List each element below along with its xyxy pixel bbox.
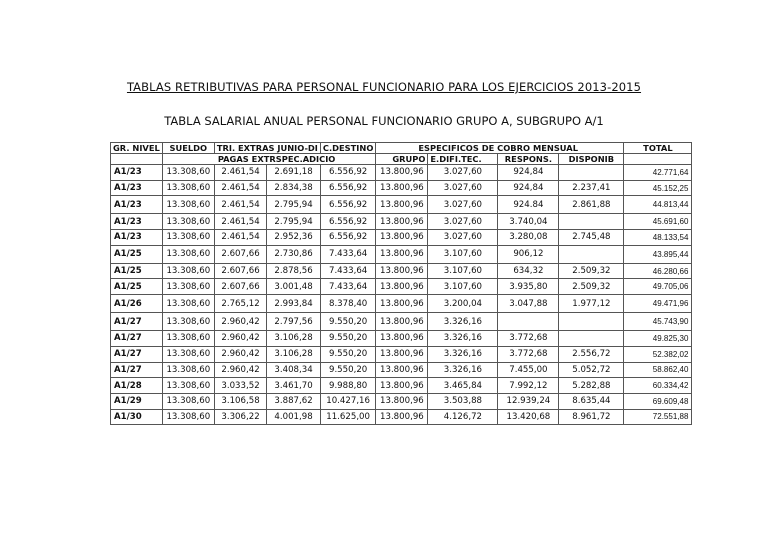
cell-pagas: 2.461,54	[214, 180, 266, 196]
cell-grupo: 13.800,96	[376, 346, 428, 362]
cell-nivel: A1/30	[111, 409, 163, 425]
cell-respons: 3.772,68	[498, 331, 559, 347]
cell-edifi: 3.107,60	[428, 263, 498, 279]
cell-sueldo: 13.308,60	[162, 180, 214, 196]
cell-edifi: 3.503,88	[428, 393, 498, 409]
table-row	[111, 165, 692, 181]
cell-total: 46.280,66	[624, 263, 692, 279]
cell-destino: 6.556,92	[320, 165, 376, 181]
cell-disponib	[559, 313, 624, 331]
cell-sueldo: 13.308,60	[162, 245, 214, 263]
table-row	[111, 393, 692, 409]
cell-sueldo: 13.308,60	[162, 378, 214, 394]
cell-disponib	[559, 165, 624, 181]
document-title: TABLAS RETRIBUTIVAS PARA PERSONAL FUNCIONARIO PARA LOS EJERCICIOS 2013-2015	[126, 80, 642, 94]
cell-respons: 7.992,12	[498, 378, 559, 394]
cell-adicio: 4.001,98	[267, 409, 321, 425]
cell-destino: 8.378,40	[320, 295, 376, 313]
salary-table	[110, 142, 692, 425]
cell-grupo: 13.800,96	[376, 245, 428, 263]
cell-disponib: 2.556,72	[559, 346, 624, 362]
header-sueldo: SUELDO	[162, 143, 214, 154]
cell-total: 45.743,90	[624, 313, 692, 331]
cell-respons: 12.939,24	[498, 393, 559, 409]
cell-sueldo: 13.308,60	[162, 362, 214, 378]
cell-nivel: A1/23	[111, 165, 163, 181]
cell-respons: 924,84	[498, 180, 559, 196]
cell-disponib: 2.509,32	[559, 263, 624, 279]
cell-disponib: 1.977,12	[559, 295, 624, 313]
cell-pagas: 2.960,42	[214, 346, 266, 362]
table-row	[111, 230, 692, 246]
cell-grupo: 13.800,96	[376, 230, 428, 246]
cell-respons: 3.935,80	[498, 279, 559, 295]
cell-nivel: A1/23	[111, 230, 163, 246]
cell-grupo: 13.800,96	[376, 180, 428, 196]
cell-adicio: 2.691,18	[267, 165, 321, 181]
cell-disponib: 2.861,88	[559, 196, 624, 214]
table-row	[111, 409, 692, 425]
cell-disponib: 2.237,41	[559, 180, 624, 196]
cell-destino: 6.556,92	[320, 180, 376, 196]
header-tri-extras: TRI. EXTRAS JUNIO-DI	[214, 143, 320, 154]
table-row	[111, 196, 692, 214]
header-c-destino: C.DESTINO	[320, 143, 376, 154]
cell-destino: 10.427,16	[320, 393, 376, 409]
cell-pagas: 3.033,52	[214, 378, 266, 394]
cell-total: 49.825,30	[624, 331, 692, 347]
cell-destino: 9.550,20	[320, 362, 376, 378]
cell-nivel: A1/29	[111, 393, 163, 409]
table-row	[111, 180, 692, 196]
cell-pagas: 2.960,42	[214, 313, 266, 331]
cell-edifi: 3.326,16	[428, 313, 498, 331]
cell-respons: 906,12	[498, 245, 559, 263]
cell-edifi: 3.107,60	[428, 279, 498, 295]
cell-total: 69.609,48	[624, 393, 692, 409]
header-especificos: ESPECIFICOS DE COBRO MENSUAL	[376, 143, 624, 154]
cell-respons: 13.420,68	[498, 409, 559, 425]
cell-sueldo: 13.308,60	[162, 295, 214, 313]
header-e-difi-tec: E.DIFI.TEC.	[428, 154, 498, 165]
cell-nivel: A1/25	[111, 245, 163, 263]
header-pagas-extr: PAGAS EXTR	[217, 154, 276, 164]
cell-nivel: A1/25	[111, 279, 163, 295]
cell-disponib: 2.509,32	[559, 279, 624, 295]
cell-pagas: 2.960,42	[214, 331, 266, 347]
cell-grupo: 13.800,96	[376, 409, 428, 425]
cell-total: 45.691,60	[624, 214, 692, 230]
cell-nivel: A1/28	[111, 378, 163, 394]
table-row	[111, 313, 692, 331]
cell-grupo: 13.800,96	[376, 279, 428, 295]
cell-pagas: 2.461,54	[214, 165, 266, 181]
cell-sueldo: 13.308,60	[162, 230, 214, 246]
cell-nivel: A1/23	[111, 180, 163, 196]
cell-destino: 9.550,20	[320, 331, 376, 347]
cell-adicio: 3.408,34	[267, 362, 321, 378]
cell-pagas: 2.765,12	[214, 295, 266, 313]
cell-adicio: 2.878,56	[267, 263, 321, 279]
cell-adicio: 3.887,62	[267, 393, 321, 409]
cell-grupo: 13.800,96	[376, 196, 428, 214]
cell-total: 44.813,44	[624, 196, 692, 214]
cell-disponib: 5.052,72	[559, 362, 624, 378]
cell-sueldo: 13.308,60	[162, 165, 214, 181]
cell-pagas: 2.461,54	[214, 230, 266, 246]
cell-grupo: 13.800,96	[376, 393, 428, 409]
header-total: TOTAL	[624, 143, 692, 154]
cell-adicio: 2.795,94	[267, 196, 321, 214]
cell-edifi: 3.027,60	[428, 180, 498, 196]
cell-destino: 7.433,64	[320, 263, 376, 279]
cell-adicio: 2.730,86	[267, 245, 321, 263]
table-row	[111, 214, 692, 230]
cell-edifi: 3.107,60	[428, 245, 498, 263]
cell-sueldo: 13.308,60	[162, 196, 214, 214]
cell-sueldo: 13.308,60	[162, 313, 214, 331]
cell-disponib: 5.282,88	[559, 378, 624, 394]
cell-sueldo: 13.308,60	[162, 331, 214, 347]
cell-destino: 7.433,64	[320, 245, 376, 263]
cell-disponib	[559, 214, 624, 230]
cell-respons: 3.047,88	[498, 295, 559, 313]
header-respons: RESPONS.	[498, 154, 559, 165]
cell-pagas: 2.607,66	[214, 263, 266, 279]
cell-edifi: 3.200,04	[428, 295, 498, 313]
cell-edifi: 4.126,72	[428, 409, 498, 425]
cell-disponib: 8.961,72	[559, 409, 624, 425]
header-row-2	[111, 154, 692, 165]
header-row-1	[111, 143, 692, 154]
table-row	[111, 378, 692, 394]
cell-edifi: 3.326,16	[428, 346, 498, 362]
cell-destino: 9.550,20	[320, 313, 376, 331]
header-gr-nivel: GR. NIVEL	[111, 143, 163, 154]
cell-destino: 6.556,92	[320, 230, 376, 246]
cell-pagas: 3.106,58	[214, 393, 266, 409]
cell-nivel: A1/25	[111, 263, 163, 279]
cell-pagas: 2.960,42	[214, 362, 266, 378]
cell-nivel: A1/27	[111, 313, 163, 331]
cell-total: 60.334,42	[624, 378, 692, 394]
cell-edifi: 3.027,60	[428, 230, 498, 246]
cell-adicio: 2.797,56	[267, 313, 321, 331]
cell-grupo: 13.800,96	[376, 313, 428, 331]
cell-grupo: 13.800,96	[376, 331, 428, 347]
cell-grupo: 13.800,96	[376, 263, 428, 279]
cell-edifi: 3.326,16	[428, 331, 498, 347]
cell-total: 72.551,88	[624, 409, 692, 425]
cell-adicio: 3.106,28	[267, 331, 321, 347]
cell-total: 49.471,96	[624, 295, 692, 313]
cell-pagas: 3.306,22	[214, 409, 266, 425]
cell-destino: 6.556,92	[320, 196, 376, 214]
cell-grupo: 13.800,96	[376, 362, 428, 378]
cell-destino: 7.433,64	[320, 279, 376, 295]
cell-disponib: 8.635,44	[559, 393, 624, 409]
cell-destino: 6.556,92	[320, 214, 376, 230]
cell-edifi: 3.326,16	[428, 362, 498, 378]
header-grupo: GRUPO	[376, 154, 428, 165]
cell-edifi: 3.027,60	[428, 165, 498, 181]
cell-sueldo: 13.308,60	[162, 409, 214, 425]
cell-sueldo: 13.308,60	[162, 346, 214, 362]
cell-pagas: 2.461,54	[214, 214, 266, 230]
cell-disponib: 2.745,48	[559, 230, 624, 246]
cell-disponib	[559, 331, 624, 347]
cell-respons: 7.455,00	[498, 362, 559, 378]
cell-total: 43.895,44	[624, 245, 692, 263]
cell-respons: 3.772,68	[498, 346, 559, 362]
cell-adicio: 2.795,94	[267, 214, 321, 230]
cell-respons	[498, 313, 559, 331]
cell-sueldo: 13.308,60	[162, 279, 214, 295]
cell-grupo: 13.800,96	[376, 378, 428, 394]
cell-total: 52.382,02	[624, 346, 692, 362]
table-row	[111, 362, 692, 378]
cell-edifi: 3.027,60	[428, 214, 498, 230]
cell-grupo: 13.800,96	[376, 295, 428, 313]
cell-nivel: A1/23	[111, 214, 163, 230]
header-total-empty	[624, 154, 692, 165]
cell-respons: 924.84	[498, 196, 559, 214]
cell-nivel: A1/26	[111, 295, 163, 313]
cell-grupo: 13.800,96	[376, 165, 428, 181]
table-row	[111, 295, 692, 313]
cell-edifi: 3.465,84	[428, 378, 498, 394]
cell-respons: 3.280,08	[498, 230, 559, 246]
cell-nivel: A1/27	[111, 346, 163, 362]
header-pagas-adicio	[162, 154, 376, 165]
cell-adicio: 2.952,36	[267, 230, 321, 246]
cell-grupo: 13.800,96	[376, 214, 428, 230]
cell-respons: 634,32	[498, 263, 559, 279]
cell-total: 58.862,40	[624, 362, 692, 378]
cell-sueldo: 13.308,60	[162, 393, 214, 409]
cell-edifi: 3.027,60	[428, 196, 498, 214]
cell-destino: 11.625,00	[320, 409, 376, 425]
cell-total: 42.771,64	[624, 165, 692, 181]
cell-nivel: A1/23	[111, 196, 163, 214]
cell-adicio: 2.834,38	[267, 180, 321, 196]
cell-adicio: 3.001,48	[267, 279, 321, 295]
cell-total: 45.152,25	[624, 180, 692, 196]
cell-respons: 3.740,04	[498, 214, 559, 230]
cell-nivel: A1/27	[111, 362, 163, 378]
table-row	[111, 346, 692, 362]
table-row	[111, 331, 692, 347]
table-row	[111, 279, 692, 295]
header-spec-adicio: SPEC.ADICIO	[275, 154, 336, 164]
cell-disponib	[559, 245, 624, 263]
cell-sueldo: 13.308,60	[162, 214, 214, 230]
header-empty	[111, 154, 163, 165]
cell-adicio: 3.461,70	[267, 378, 321, 394]
cell-pagas: 2.607,66	[214, 245, 266, 263]
cell-adicio: 2.993,84	[267, 295, 321, 313]
header-disponib: DISPONIB	[559, 154, 624, 165]
cell-respons: 924,84	[498, 165, 559, 181]
table-row	[111, 245, 692, 263]
table-row	[111, 263, 692, 279]
cell-total: 49.705,06	[624, 279, 692, 295]
cell-pagas: 2.461,54	[214, 196, 266, 214]
cell-destino: 9.988,80	[320, 378, 376, 394]
cell-sueldo: 13.308,60	[162, 263, 214, 279]
cell-total: 48.133,54	[624, 230, 692, 246]
cell-adicio: 3.106,28	[267, 346, 321, 362]
cell-destino: 9.550,20	[320, 346, 376, 362]
cell-pagas: 2.607,66	[214, 279, 266, 295]
table-body	[111, 165, 692, 425]
cell-nivel: A1/27	[111, 331, 163, 347]
table-subtitle: TABLA SALARIAL ANUAL PERSONAL FUNCIONARIO GRUPO A, SUBGRUPO A/1	[164, 114, 604, 128]
